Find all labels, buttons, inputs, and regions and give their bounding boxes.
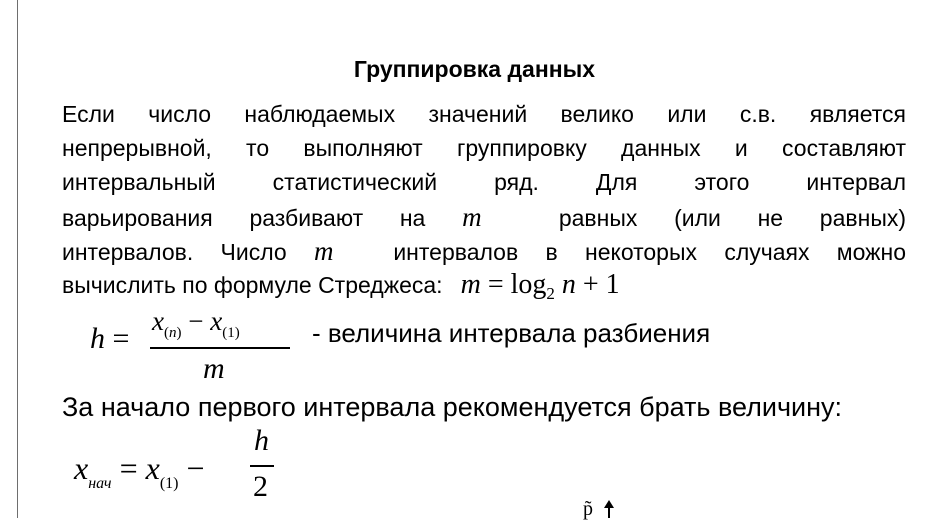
minus-sign: − [181, 306, 211, 336]
var-h: h [90, 322, 105, 355]
equals-sign: = [105, 322, 130, 355]
paragraph-line-5 [62, 234, 906, 268]
subscript-n: (n) [163, 325, 182, 341]
page-title: Группировка данных [353, 56, 596, 82]
paragraph-line-6 [62, 268, 906, 302]
paragraph-line-6-text: вычислить по формуле Стреджеса: [62, 271, 443, 298]
subscript-1: (1) [222, 325, 240, 341]
sturges-formula [460, 268, 620, 303]
paragraph-line-5-start: интервалов. Число [62, 238, 287, 265]
interval-width-lhs [90, 322, 129, 356]
formula-plus-one: + 1 [575, 268, 620, 300]
paragraph-line-1: Если число наблюдаемых значений велико или с.в. является [62, 101, 906, 127]
subscript-nach: нач [88, 475, 112, 492]
paragraph-line-4-end: равных (или не равных) [558, 204, 907, 231]
minus-sign: − [178, 450, 205, 486]
paragraph-line-2: непрерывной, то выполняют группировку данных и составляют [62, 135, 906, 162]
var-x: x [145, 450, 160, 486]
variable-m: m [314, 235, 334, 266]
variable-m: m [462, 201, 482, 232]
formula-log: log [510, 268, 547, 300]
fraction-bar [150, 347, 290, 349]
equals-sign: = [111, 450, 146, 486]
paragraph-line-4-start: варьирования разбивают на [62, 204, 426, 231]
cut-off-text: p̃ [583, 498, 593, 520]
fraction-bar [250, 465, 274, 467]
var-x: x [74, 450, 89, 486]
var-x: x [210, 306, 223, 336]
intro-paragraph [62, 97, 906, 302]
paragraph-line-3: интервальный статистический ряд. Для этого интервал [62, 169, 906, 196]
paragraph-line-5-end: интервалов в некоторых случаях можно [393, 238, 906, 265]
var-x: x [152, 306, 164, 336]
start-sentence: За начало первого интервала рекомендуется брать величину: [62, 392, 843, 422]
arrow-up-shaft [608, 507, 610, 518]
start-formula [74, 450, 205, 493]
formula-var-m: m [460, 268, 481, 300]
subscript-1: (1) [159, 475, 179, 492]
fraction-numerator-h: h [254, 424, 269, 457]
interval-width-description: - величина интервала разбиения [312, 318, 711, 348]
var-n: n [168, 325, 177, 341]
formula-var-n: n [554, 268, 576, 300]
interval-width-numerator [152, 306, 240, 342]
fraction-denominator-2: 2 [253, 470, 268, 503]
paragraph-line-4 [62, 200, 906, 234]
interval-width-denominator: m [203, 352, 225, 385]
formula-equals: = [480, 268, 511, 300]
formula-log-base: 2 [546, 283, 555, 303]
